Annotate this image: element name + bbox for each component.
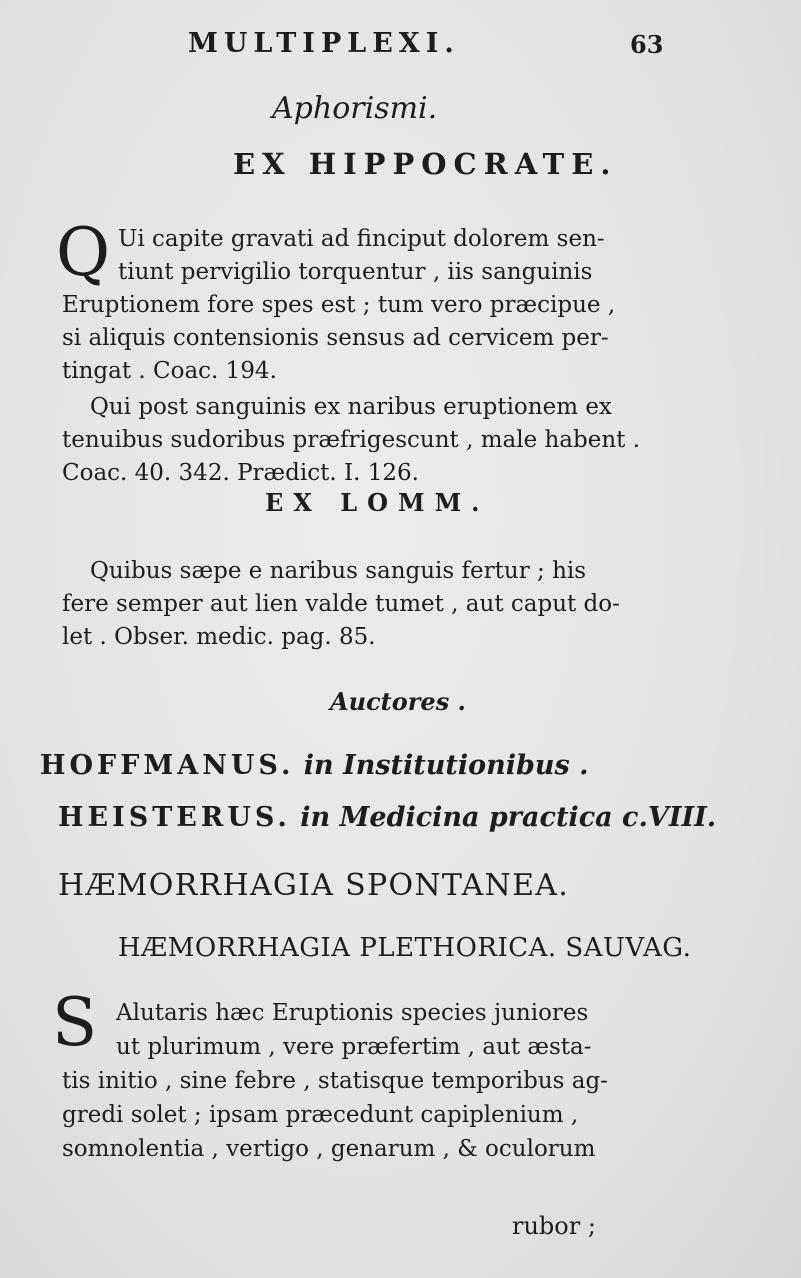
- reference-hoffmann: [40, 750, 589, 781]
- auctores-heading: Auctores .: [330, 687, 466, 716]
- p1-line-2: tiunt pervigilio torquentur , iis sanguinis: [118, 259, 593, 285]
- section-heading-lomm: EX LOMM.: [265, 488, 490, 517]
- p1-line-5: tingat . Coac. 194.: [62, 358, 277, 384]
- page-number: 63: [630, 30, 664, 59]
- section-heading-spontanea: HÆMORRHAGIA SPONTANEA.: [58, 868, 570, 903]
- p3-line-3: let . Obser. medic. pag. 85.: [62, 624, 376, 650]
- running-title: MULTIPLEXI.: [188, 28, 460, 59]
- p1-line-1: Ui capite gravati ad finciput dolorem sen-: [118, 226, 605, 252]
- p3-line-1: Quibus sæpe e naribus sanguis fertur ; his: [90, 558, 587, 584]
- p1-line-4: si aliquis contensionis sensus ad cervicem per-: [62, 325, 609, 351]
- p4-line-1: Alutaris hæc Eruptionis species juniores: [116, 1000, 589, 1026]
- section-heading-hippocrates: EX HIPPOCRATE.: [233, 147, 618, 181]
- p1-line-3: Eruptionem fore spes est ; tum vero præcipue ,: [62, 292, 616, 318]
- p2-line-2: tenuibus sudoribus præfrigescunt , male habent .: [62, 427, 641, 453]
- reference-work: in Medicina practica c.VIII.: [290, 802, 717, 833]
- p4-line-4: gredi solet ; ipsam præcedunt capiplenium ,: [62, 1102, 579, 1128]
- p2-line-3: Coac. 40. 342. Prædict. I. 126.: [62, 460, 419, 486]
- p4-line-3: tis initio , sine febre , statisque temporibus ag-: [62, 1068, 608, 1094]
- p2-line-1: Qui post sanguinis ex naribus eruptionem ex: [90, 394, 612, 420]
- section-heading-plethorica: HÆMORRHAGIA PLETHORICA. SAUVAG.: [118, 933, 692, 963]
- reference-author: HEISTERUS.: [58, 802, 291, 833]
- catchword: rubor ;: [512, 1212, 596, 1240]
- p4-line-2: ut plurimum , vere præfertim , aut æsta-: [116, 1034, 592, 1060]
- reference-work: in Institutionibus .: [294, 750, 589, 781]
- reference-author: HOFFMANUS.: [40, 750, 295, 781]
- dropcap-q: Q: [56, 214, 111, 291]
- subtitle: Aphorismi.: [272, 91, 438, 126]
- p3-line-2: fere semper aut lien valde tumet , aut caput do-: [62, 591, 620, 617]
- dropcap-s: S: [52, 984, 98, 1061]
- reference-heister: [58, 802, 716, 833]
- p4-line-5: somnolentia , vertigo , genarum , & oculorum: [62, 1136, 596, 1162]
